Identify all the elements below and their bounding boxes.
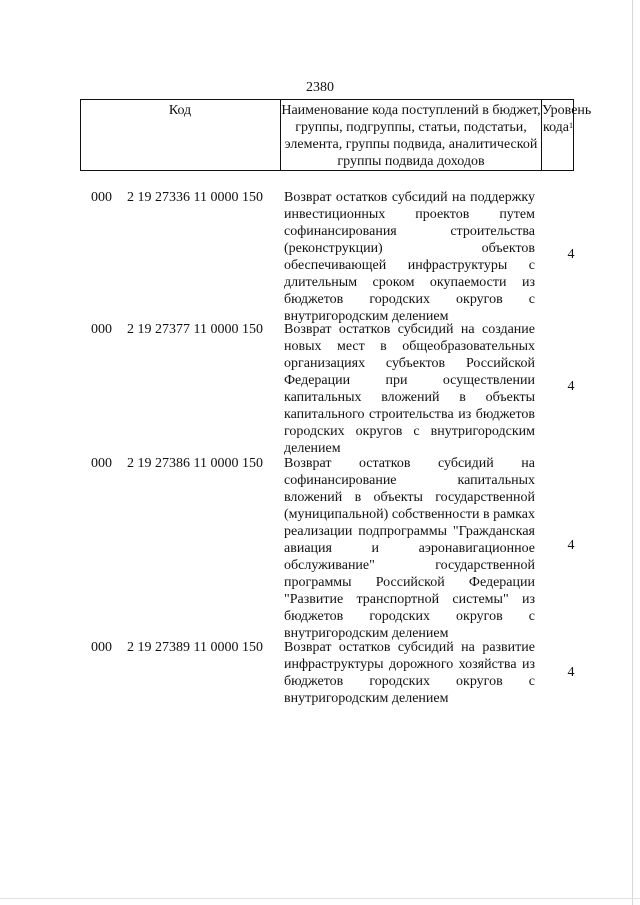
row-code: 2 19 27389 11 0000 150: [127, 640, 263, 655]
row-level: 4: [567, 538, 575, 553]
page-number: 2380: [306, 80, 334, 95]
page-edge-bottom: [0, 898, 640, 899]
row-prefix: 000: [91, 190, 112, 205]
row-code: 2 19 27336 11 0000 150: [127, 190, 263, 205]
header-name: Наименование кода поступлений в бюджет, группы, подгруппы, статьи, подстатьи, элемента, группы подвида, аналитической группы подвида доходов: [281, 103, 541, 169]
row-name: Возврат остатков субсидий на поддержку инвестиционных проектов путем софинансирования строительства (реконструкции) объектов обеспечивающей инфраструктуры с длительным сроком окупаемости из бюджетов городских округов с внутригородским делением: [284, 190, 535, 324]
row-level: 4: [567, 665, 575, 680]
row-code: 2 19 27386 11 0000 150: [127, 456, 263, 471]
header-level: [542, 102, 592, 136]
row-prefix: 000: [91, 456, 112, 471]
row-name: Возврат остатков субсидий на создание новых мест в общеобразовательных организациях субъектов Российской Федерации при осуществлении капитальных вложений в объекты капитального строительства из бюджетов городских округов с внутригородским делением: [284, 322, 535, 456]
row-name: Возврат остатков субсидий на развитие инфраструктуры дорожного хозяйства из бюджетов городских округов с внутригородским делением: [284, 640, 535, 706]
page-edge-right: [632, 0, 633, 905]
row-prefix: 000: [91, 322, 112, 337]
footnote-marker: 1: [569, 121, 574, 130]
row-level: 4: [567, 247, 575, 262]
row-level: 4: [567, 379, 575, 394]
row-name: Возврат остатков субсидий на софинансирование капитальных вложений в объекты государственной (муниципальной) собственности в рамках реализации подпрограммы "Гражданская авиация и аэронавигационное обслуживание" государственной программы Российской Федерации "Развитие транспортной системы" из бюджетов городских округов с внутригородским делением: [284, 456, 535, 641]
header-code: Код: [168, 103, 192, 118]
row-prefix: 000: [91, 640, 112, 655]
row-code: 2 19 27377 11 0000 150: [127, 322, 263, 337]
header-level-label: Уровень кода: [542, 103, 592, 135]
